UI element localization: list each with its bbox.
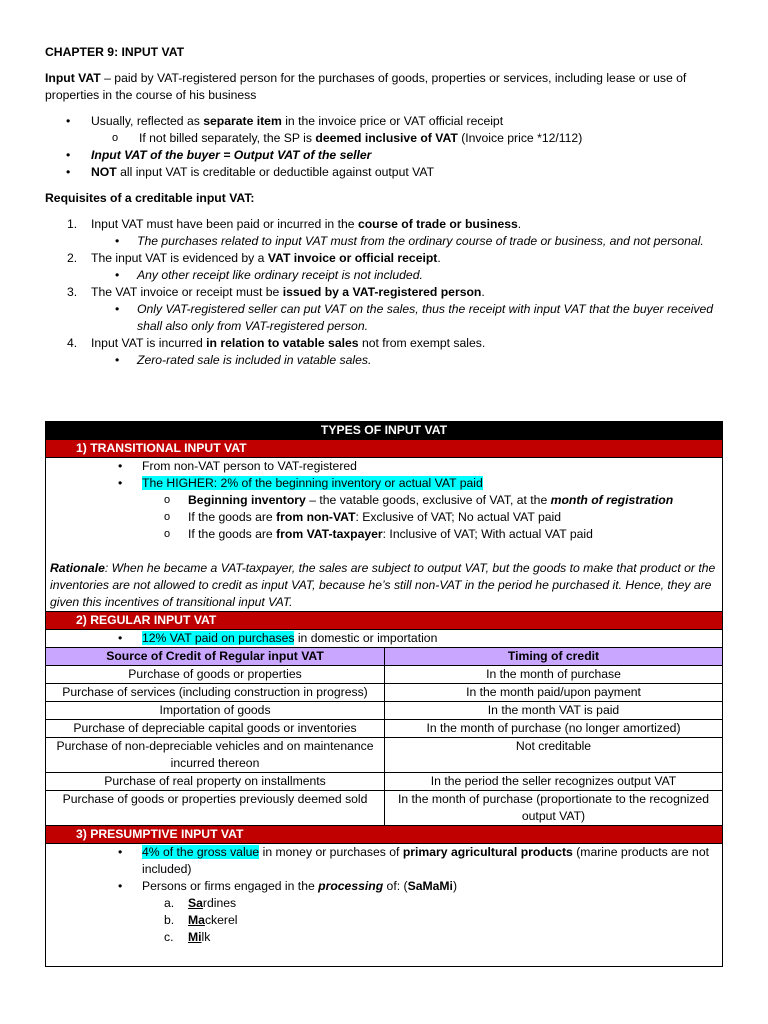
transitional-bullet-highlight xyxy=(46,475,718,492)
transitional-sub-bullet xyxy=(46,509,718,526)
cell-timing: In the month of purchase (no longer amortized) xyxy=(385,720,723,738)
item-text: . xyxy=(517,217,522,231)
cell-timing: In the period the seller recognizes output VAT xyxy=(385,773,723,791)
bullet-text: in money or purchases of xyxy=(259,845,403,859)
list-item xyxy=(46,912,718,929)
highlight-text: 4% of the gross value xyxy=(142,845,260,859)
bullet-not-all xyxy=(45,164,725,181)
intro-text: – paid by VAT-registered person for the purchases of goods, properties or services, including lease or use of properties in the course of his business xyxy=(45,71,687,102)
item-text: . xyxy=(437,251,441,265)
cell-source: Purchase of real property on installments xyxy=(46,773,385,791)
requisite-note: • Any other receipt like ordinary receipt is not included. xyxy=(45,267,725,284)
transitional-sub-bullet xyxy=(46,526,718,543)
section-regular-title: 2) REGULAR INPUT VAT xyxy=(46,612,723,630)
table-row xyxy=(46,791,723,826)
cell-timing: In the month paid/upon payment xyxy=(385,684,723,702)
transitional-sub-bullet xyxy=(46,492,718,509)
item-bold: issued by a VAT-registered person xyxy=(282,285,482,299)
transitional-bullet: • From non-VAT person to VAT-registered xyxy=(46,458,718,475)
processing-list xyxy=(46,895,718,946)
presumptive-bullets xyxy=(46,844,718,895)
bullet-text: Persons or firms engaged in the xyxy=(142,879,319,893)
cell-source: Purchase of non-depreciable vehicles and on maintenance incurred thereon xyxy=(46,738,385,773)
sub-bullet-deemed-inclusive xyxy=(45,130,725,147)
column-header-timing: Timing of credit xyxy=(385,648,723,666)
bullet-text: all input VAT is creditable or deductible against output VAT xyxy=(116,165,435,179)
cell-source: Purchase of goods or properties xyxy=(46,666,385,684)
bullet-text: in the invoice price or VAT official receipt xyxy=(281,114,504,128)
table-row xyxy=(46,738,723,773)
item-bold: in relation to vatable sales xyxy=(206,336,359,350)
item-text: Input VAT is incurred xyxy=(91,336,207,350)
section-presumptive-title: 3) PRESUMPTIVE INPUT VAT xyxy=(46,826,723,844)
item-text: . xyxy=(481,285,485,299)
requisite-item xyxy=(45,250,725,284)
column-header-source: Source of Credit of Regular input VAT xyxy=(46,648,385,666)
table-row xyxy=(46,684,723,702)
highlight-text: The HIGHER: 2% of the beginning inventory or actual VAT paid xyxy=(142,476,483,490)
presumptive-bullet xyxy=(46,878,718,895)
sub-bold: Beginning inventory xyxy=(188,493,306,507)
bullet-text: in domestic or importation xyxy=(294,631,438,645)
bullet-bold: primary agricultural products xyxy=(402,845,573,859)
bullet-bold: separate item xyxy=(203,114,282,128)
requisites-heading: Requisites of a creditable input VAT: xyxy=(45,191,255,205)
requisite-item xyxy=(45,216,725,250)
bullet-buyer-seller xyxy=(45,147,725,164)
intro-bullets xyxy=(45,113,725,181)
item-number: 2. xyxy=(67,251,78,265)
table-row xyxy=(46,702,723,720)
sub-text: If the goods are xyxy=(188,527,277,541)
item-letter: b. xyxy=(164,913,175,927)
list-item xyxy=(46,929,718,946)
list-item xyxy=(46,895,718,912)
bullet-text: (marine products are not included) xyxy=(142,845,710,876)
cell-source: Purchase of depreciable capital goods or inventories xyxy=(46,720,385,738)
table-row xyxy=(46,773,723,791)
highlight-text: 12% VAT paid on purchases xyxy=(142,631,295,645)
table-row xyxy=(46,720,723,738)
intro-term: Input VAT xyxy=(45,71,101,85)
cell-timing: In the month of purchase xyxy=(385,666,723,684)
item-text: The input VAT is evidenced by a xyxy=(91,251,268,265)
bullet-bold-italic: processing xyxy=(318,879,384,893)
item-letter: c. xyxy=(164,930,174,944)
bullet-bold: NOT xyxy=(91,165,117,179)
item-rest: ckerel xyxy=(204,913,238,927)
sub-bold: from VAT-taxpayer xyxy=(276,527,383,541)
regular-content xyxy=(46,630,723,648)
bullet-bold: SaMaMi xyxy=(407,879,453,893)
cell-source: Importation of goods xyxy=(46,702,385,720)
regular-bullet xyxy=(46,630,718,647)
requisite-note: • Zero-rated sale is included in vatable sales. xyxy=(45,352,725,369)
item-text: The VAT invoice or receipt must be xyxy=(91,285,283,299)
sub-text: – the vatable goods, exclusive of VAT, at the xyxy=(305,493,551,507)
item-text: Input VAT must have been paid or incurred in the xyxy=(91,217,358,231)
item-underlined: Mi xyxy=(188,930,202,944)
cell-timing: In the month VAT is paid xyxy=(385,702,723,720)
requisite-item xyxy=(45,335,725,369)
chapter-title: CHAPTER 9: INPUT VAT xyxy=(45,45,185,59)
sub-bullets xyxy=(45,130,725,147)
presumptive-bullet xyxy=(46,844,718,878)
requisites-list xyxy=(45,216,725,369)
sub-bullet-text: (Invoice price *12/112) xyxy=(457,131,583,145)
rationale-text: : When he became a VAT-taxpayer, the sales are subject to output VAT, but the goods to make that product or the inventories are not allowed to credit as input VAT, because he’s still non-VAT in the period he purchased it. Hence, they are given this incentives of transitional input VAT. xyxy=(50,561,716,609)
requisite-note: • Only VAT-registered seller can put VAT on the sales, thus the receipt with input VAT that the buyer received shall also only from VAT-registered person. xyxy=(45,301,725,335)
item-bold: course of trade or business xyxy=(357,217,518,231)
item-text: not from exempt sales. xyxy=(358,336,486,350)
sub-bold: from non-VAT xyxy=(276,510,356,524)
sub-text: : Inclusive of VAT; With actual VAT paid xyxy=(382,527,593,541)
sub-bullet-bold: deemed inclusive of VAT xyxy=(315,131,458,145)
intro-paragraph xyxy=(45,70,725,104)
item-underlined: Ma xyxy=(188,913,205,927)
sub-text: If the goods are xyxy=(188,510,277,524)
cell-timing: In the month of purchase (proportionate to the recognized output VAT) xyxy=(385,791,723,826)
item-number: 1. xyxy=(67,217,78,231)
types-header: TYPES OF INPUT VAT xyxy=(46,422,723,440)
item-number: 4. xyxy=(67,336,78,350)
item-underlined: Sa xyxy=(188,896,203,910)
bullet-bold-italic: Input VAT of the buyer = Output VAT of the seller xyxy=(91,148,372,162)
requisite-item xyxy=(45,284,725,335)
table-row xyxy=(46,666,723,684)
document-body xyxy=(45,44,725,369)
transitional-content xyxy=(46,458,723,612)
sub-text: : Exclusive of VAT; No actual VAT paid xyxy=(355,510,561,524)
item-rest: rdines xyxy=(202,896,237,910)
presumptive-content xyxy=(46,844,723,967)
sub-bold-italic: month of registration xyxy=(550,493,674,507)
transitional-sub-bullets xyxy=(46,492,718,543)
bullet-text: ) xyxy=(452,879,458,893)
cell-source: Purchase of services (including construction in progress) xyxy=(46,684,385,702)
rationale-paragraph xyxy=(50,560,718,611)
regular-bullets xyxy=(46,630,718,647)
bullet-text: Usually, reflected as xyxy=(91,114,204,128)
cell-source: Purchase of goods or properties previously deemed sold xyxy=(46,791,385,826)
types-of-input-vat-table xyxy=(45,421,723,967)
item-bold: VAT invoice or official receipt xyxy=(267,251,438,265)
cell-timing: Not creditable xyxy=(385,738,723,773)
rationale-label: Rationale xyxy=(50,561,105,575)
item-number: 3. xyxy=(67,285,78,299)
item-rest: lk xyxy=(201,930,211,944)
transitional-bullets xyxy=(46,458,718,492)
item-letter: a. xyxy=(164,896,175,910)
requisite-note: • The purchases related to input VAT must from the ordinary course of trade or business, and not personal. xyxy=(45,233,725,250)
section-transitional-title: 1) TRANSITIONAL INPUT VAT xyxy=(46,440,723,458)
bullet-text: of: ( xyxy=(383,879,408,893)
bullet-separate-item xyxy=(45,113,725,147)
sub-bullet-text: If not billed separately, the SP is xyxy=(139,131,316,145)
